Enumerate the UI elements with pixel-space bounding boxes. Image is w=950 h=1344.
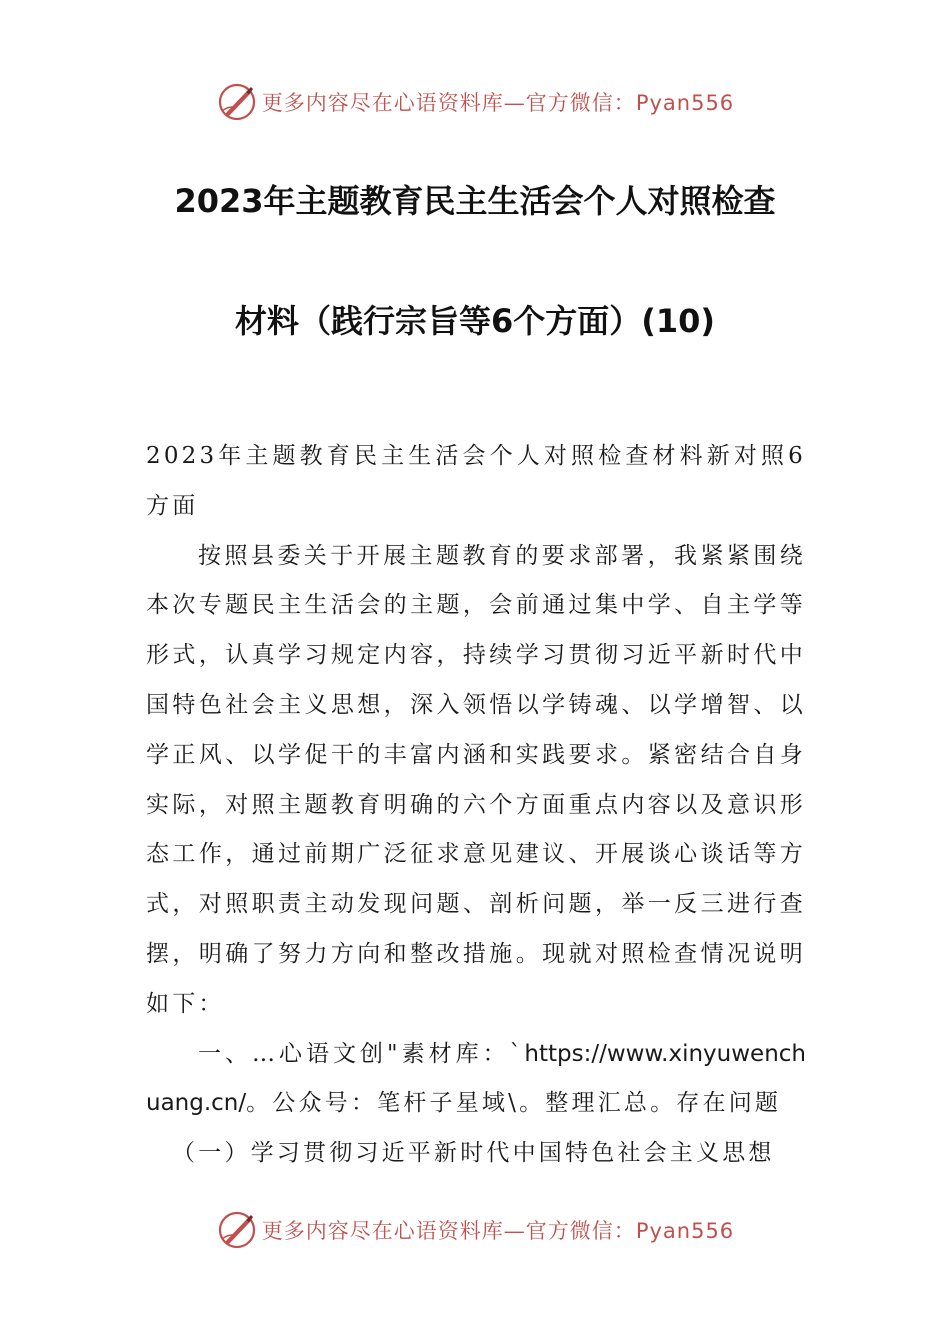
- document-body: [146, 432, 806, 1179]
- document-title-line-1: 2023年主题教育民主生活会个人对照检查: [174, 182, 776, 220]
- watermark-text: 更多内容尽在心语资料库—官方微信：Pyan556: [261, 1219, 735, 1243]
- pen-logo-icon: [216, 81, 258, 123]
- source-url: https://www.xinyuwenchuang.cn/: [146, 1040, 806, 1117]
- intro-paragraph: 按照县委关于开展主题教育的要求部署，我紧紧围绕本次专题民主生活会的主题，会前通过集中学、自主学等形式，认真学习规定内容，持续学习贯彻习近平新时代中国特色社会主义思想，深入领悟以学铸魂、以学增智、以学正风、以学促干的丰富内涵和实践要求。紧密结合自身实际，对照主题教育明确的六个方面重点内容以及意识形态工作，通过前期广泛征求意见建议、开展谈心谈话等方式，对照职责主动发现问题、剖析问题，举一反三进行查摆，明确了努力方向和整改措施。现就对照检查情况说明如下：: [146, 542, 806, 1017]
- footer-watermark: [0, 1208, 950, 1252]
- header-watermark: [0, 80, 950, 124]
- watermark-text: 更多内容尽在心语资料库—官方微信：Pyan556: [261, 91, 735, 115]
- document-subtitle: 2023年主题教育民主生活会个人对照检查材料新对照6方面: [146, 443, 806, 519]
- document-title-line-2: 材料（践行宗旨等6个方面）(10): [234, 302, 716, 340]
- subsection-heading-1: （一）学习贯彻习近平新时代中国特色社会主义思想: [172, 1140, 775, 1167]
- section-heading-1: 一、…心语文创"素材库：`https://www.xinyuwenchuang.cn/。公众号：笔杆子星域\。整理汇总。存在问题: [146, 1040, 806, 1117]
- pen-logo-icon: [216, 1209, 258, 1251]
